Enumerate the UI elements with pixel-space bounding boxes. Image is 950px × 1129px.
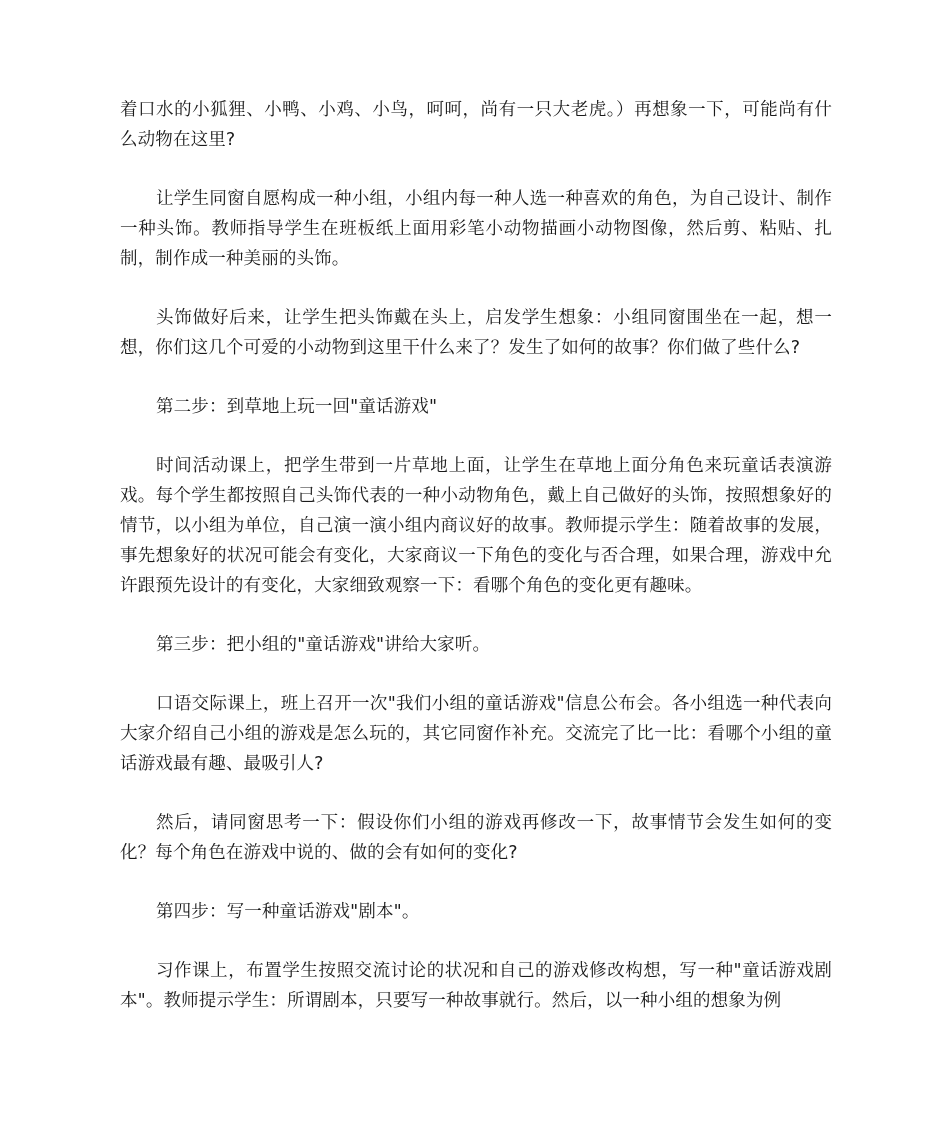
document-page	[120, 95, 832, 1016]
paragraph-play-game: 时间活动课上，把学生带到一片草地上面，让学生在草地上面分角色来玩童话表演游戏。每个学生都按照自己头饰代表的一种小动物角色，戴上自己做好的头饰，按照想象好的情节，以小组为单位，自己演一演小组内商议好的故事。教师提示学生：随着故事的发展，事先想象好的状况可能会有变化，大家商议一下角色的变化与否合理，如果合理，游戏中允许跟预先设计的有变化，大家细致观察一下：看哪个角色的变化更有趣味。	[120, 456, 832, 596]
paragraph-think-changes: 然后，请同窗思考一下：假设你们小组的游戏再修改一下，故事情节会发生如何的变化？每个角色在游戏中说的、做的会有如何的变化?	[120, 813, 832, 863]
paragraph-oral-communication: 口语交际课上，班上召开一次"我们小组的童话游戏"信息公布会。各小组选一种代表向大家介绍自己小组的游戏是怎么玩的，其它同窗作补充。交流完了比一比：看哪个小组的童话游戏最有趣、最吸引人?	[120, 694, 832, 774]
step-four-heading: 第四步：写一种童话游戏"剧本"。	[156, 902, 420, 922]
step-three-heading: 第三步：把小组的"童话游戏"讲给大家听。	[156, 635, 491, 655]
paragraph-write-script: 习作课上，布置学生按照交流讨论的状况和自己的游戏修改构想，写一种"童话游戏剧本"。教师提示学生：所谓剧本，只要写一种故事就行。然后，以一种小组的想象为例	[120, 961, 832, 1011]
paragraph-continued: 着口水的小狐狸、小鸭、小鸡、小鸟，呵呵，尚有一只大老虎。）再想象一下，可能尚有什么动物在这里?	[120, 100, 832, 150]
step-two-heading: 第二步：到草地上玩一回"童话游戏"	[156, 397, 438, 417]
paragraph-make-headdress: 让学生同窗自愿构成一种小组，小组内每一种人选一种喜欢的角色，为自己设计、制作一种头饰。教师指导学生在班板纸上面用彩笔小动物描画小动物图像，然后剪、粘贴、扎制，制作成一种美丽的头饰。	[120, 189, 832, 269]
paragraph-imagine-story: 头饰做好后来，让学生把头饰戴在头上，启发学生想象：小组同窗围坐在一起，想一想，你们这几个可爱的小动物到这里干什么来了？发生了如何的故事？你们做了些什么?	[120, 308, 832, 358]
